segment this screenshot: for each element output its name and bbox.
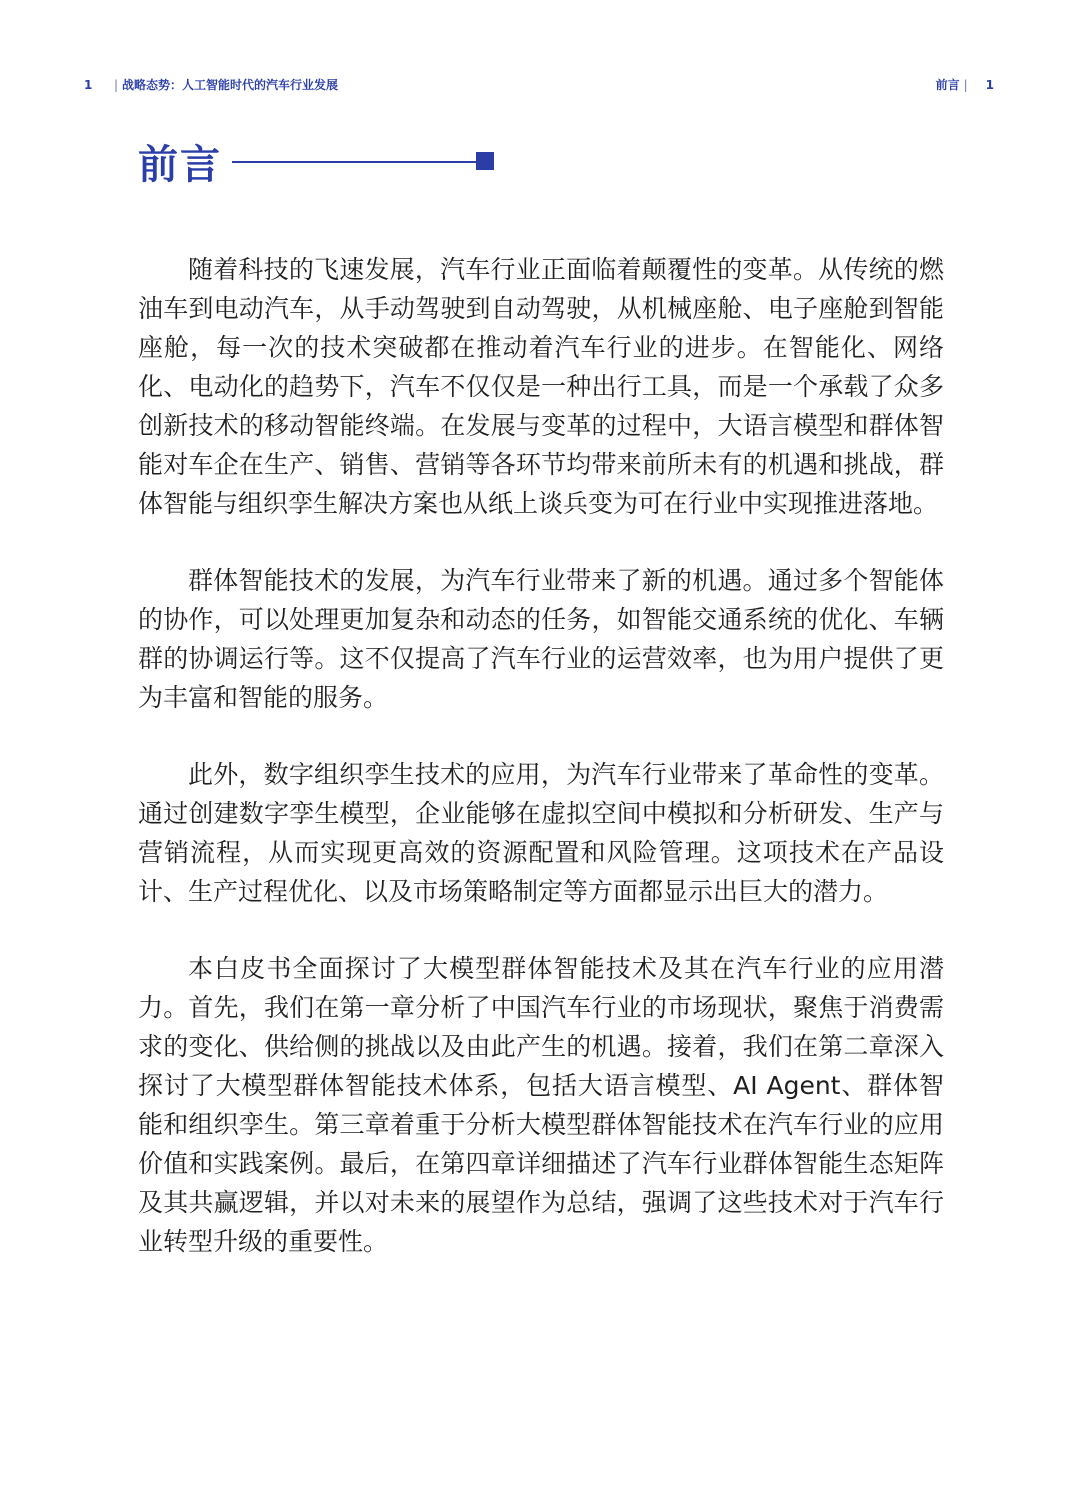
header-separator-left: | bbox=[114, 77, 119, 92]
document-title: 战略态势：人工智能时代的汽车行业发展 bbox=[122, 78, 339, 92]
paragraph-2: 群体智能技术的发展，为汽车行业带来了新的机遇。通过多个智能体的协作，可以处理更加复杂和动态的任务，如智能交通系统的优化、车辆群的协调运行等。这不仅提高了汽车行业的运营效率，也为用户提供了更为丰富和智能的服务。 bbox=[138, 566, 944, 712]
header-separator-right: | bbox=[963, 77, 968, 92]
page-number-right: 1 bbox=[985, 77, 994, 92]
page-number-left: 1 bbox=[84, 77, 93, 92]
section-name: 前言 bbox=[935, 78, 960, 92]
running-header-left bbox=[84, 76, 338, 93]
paragraph-1: 随着科技的飞速发展，汽车行业正面临着颠覆性的变革。从传统的燃油车到电动汽车，从手动驾驶到自动驾驶，从机械座舱、电子座舱到智能座舱，每一次的技术突破都在推动着汽车行业的进步。在智能化、网络化、电动化的趋势下，汽车不仅仅是一种出行工具，而是一个承载了众多创新技术的移动智能终端。在发展与变革的过程中，大语言模型和群体智能对车企在生产、销售、营销等各环节均带来前所未有的机遇和挑战，群体智能与组织孪生解决方案也从纸上谈兵变为可在行业中实现推进落地。 bbox=[138, 255, 944, 518]
page-heading bbox=[138, 132, 222, 190]
title-square-marker bbox=[476, 152, 494, 170]
body-text bbox=[138, 250, 944, 1299]
paragraph-4: 本白皮书全面探讨了大模型群体智能技术及其在汽车行业的应用潜力。首先，我们在第一章分析了中国汽车行业的市场现状，聚焦于消费需求的变化、供给侧的挑战以及由此产生的机遇。接着，我们在第二章深入探讨了大模型群体智能技术体系，包括大语言模型、AI Agent、群体智能和组织孪生。第三章着重于分析大模型群体智能技术在汽车行业的应用价值和实践案例。最后，在第四章详细描述了汽车行业群体智能生态矩阵及其共赢逻辑，并以对未来的展望作为总结，强调了这些技术对于汽车行业转型升级的重要性。 bbox=[138, 954, 944, 1256]
running-header-right bbox=[936, 76, 994, 93]
paragraph-3: 此外，数字组织孪生技术的应用，为汽车行业带来了革命性的变革。通过创建数字孪生模型，企业能够在虚拟空间中模拟和分析研发、生产与营销流程，从而实现更高效的资源配置和风险管理。这项技术在产品设计、生产过程优化、以及市场策略制定等方面都显示出巨大的潜力。 bbox=[138, 760, 944, 906]
page-title: 前言 bbox=[138, 141, 222, 188]
title-rule bbox=[232, 161, 476, 163]
